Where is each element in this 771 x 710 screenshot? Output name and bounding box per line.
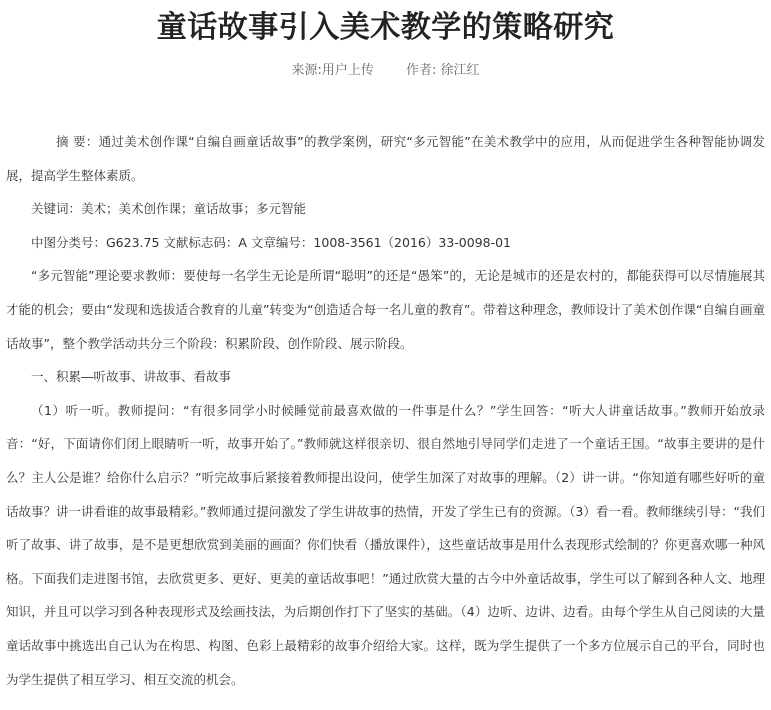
article-body [6, 125, 765, 696]
section-heading: 一、积累―听故事、讲故事、看故事 [31, 369, 232, 385]
article-meta [6, 61, 765, 81]
abstract-paragraph: 摘 要：通过美术创作课“自编自画童话故事”的教学案例，研究“多元智能”在美术教学中的应用，从而促进学生各种智能协调发展，提高学生整体素质。 [6, 134, 765, 183]
article-author: 作者: 徐江红 [406, 63, 480, 78]
body-paragraph: （1）听一听。教师提问：“有很多同学小时候睡觉前最喜欢做的一件事是什么？”学生回答：“听大人讲童话故事。”教师开始放录音：“好，下面请你们闭上眼睛听一听，故事开始了。”教师就这样很亲切、很自然地引导同学们走进了一个童话王国。“故事主要讲的是什么？主人公是谁？给你什么启示？”听完故事后紧接着教师提出设问，使学生加深了对故事的理解。（2）讲一讲。“你知道有哪些好听的童话故事？讲一讲看谁的故事最精彩。”教师通过提问激发了学生讲故事的热情，开发了学生已有的资源。（3）看一看。教师继续引导：“我们听了故事、讲了故事，是不是更想欣赏到美丽的画面？你们快看（播放课件），这些童话故事是用什么表现形式绘制的？你更喜欢哪一种风格。下面我们走进图书馆，去欣赏更多、更好、更美的童话故事吧！”通过欣赏大量的古今中外童话故事，学生可以了解到各种人文、地理知识，并且可以学习到各种表现形式及绘画技法，为后期创作打下了坚实的基础。（4）边听、边讲、边看。由每个学生从自己阅读的大量童话故事中挑选出自己认为在构思、构图、色彩上最精彩的故事介绍给大家。这样，既为学生提供了一个多方位展示自己的平台，同时也为学生提供了相互学习、相互交流的机会。 [6, 402, 765, 687]
keywords-paragraph: 关键词：美术；美术创作课；童话故事；多元智能 [31, 201, 307, 217]
classification-paragraph: 中图分类号：G623.75 文献标志码：A 文章编号：1008-3561（2016）33-0098-01 [31, 234, 512, 250]
body-paragraph: “多元智能”理论要求教师：要使每一名学生无论是所谓“聪明”的还是“愚笨”的，无论是城市的还是农村的，都能获得可以尽情施展其才能的机会；要由“发现和选拔适合教育的儿童”转变为“创造适合每一名儿童的教育”。带着这种理念，教师设计了美术创作课“自编自画童话故事”，整个教学活动共分三个阶段：积累阶段、创作阶段、展示阶段。 [6, 268, 765, 351]
article-source: 来源:用户上传 [291, 63, 374, 78]
article-title: 童话故事引入美术教学的策略研究 [156, 10, 615, 45]
